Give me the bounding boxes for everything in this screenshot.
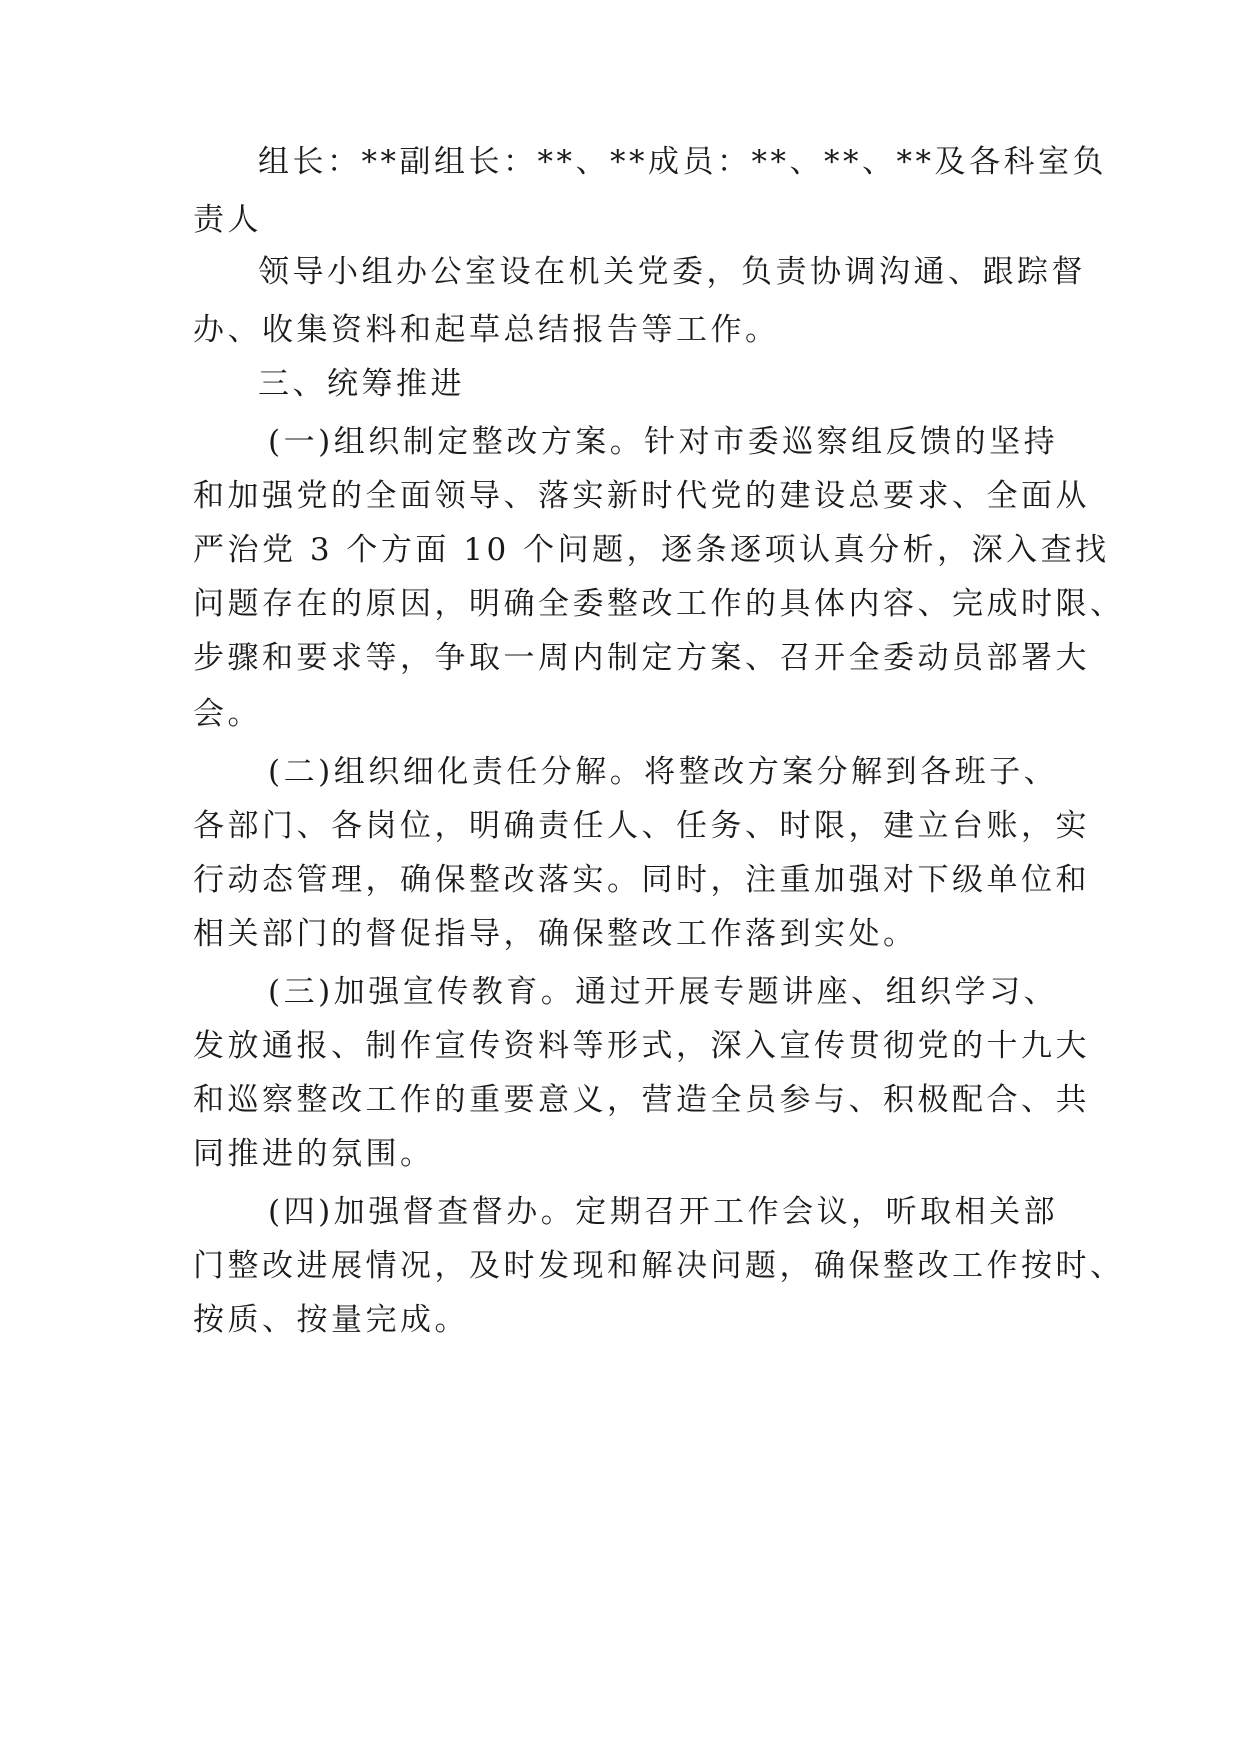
item-3-line-1: (三)加强宣传教育。通过开展专题讲座、组织学习、 — [268, 974, 1059, 1010]
item-2-line-2: 各部门、各岗位，明确责任人、任务、时限，建立台账，实 — [193, 808, 1090, 844]
item-2-line-4: 相关部门的督促指导，确保整改工作落到实处。 — [193, 916, 918, 952]
item-2-line-1: (二)组织细化责任分解。将整改方案分解到各班子、 — [268, 754, 1059, 790]
office-paragraph-line-1: 领导小组办公室设在机关党委，负责协调沟通、跟踪督 — [258, 254, 1086, 290]
item-1-line-5: 步骤和要求等，争取一周内制定方案、召开全委动员部署大 — [193, 640, 1090, 676]
item-3-line-2: 发放通报、制作宣传资料等形式，深入宣传贯彻党的十九大 — [193, 1028, 1090, 1064]
item-1-line-2: 和加强党的全面领导、落实新时代党的建设总要求、全面从 — [193, 478, 1090, 514]
item-3-line-4: 同推进的氛围。 — [193, 1136, 435, 1172]
item-1-line-1: (一)组织制定整改方案。针对市委巡察组反馈的坚持 — [268, 424, 1059, 460]
item-1-line-6: 会。 — [193, 696, 262, 732]
item-3-line-3: 和巡察整改工作的重要意义，营造全员参与、积极配合、共 — [193, 1082, 1090, 1118]
leadership-members-line-2: 责人 — [193, 202, 262, 238]
office-paragraph-line-2: 办、收集资料和起草总结报告等工作。 — [193, 312, 780, 348]
item-4-line-3: 按质、按量完成。 — [193, 1302, 469, 1338]
item-4-line-2: 门整改进展情况，及时发现和解决问题，确保整改工作按时、 — [193, 1248, 1125, 1284]
section-heading-3: 三、统筹推进 — [258, 366, 465, 402]
leadership-members-line-1: 组长：**副组长：**、**成员：**、**、**及各科室负 — [258, 144, 1107, 180]
item-1-line-3: 严治党 3 个方面 10 个问题，逐条逐项认真分析，深入查找 — [193, 532, 1110, 568]
item-4-line-1: (四)加强督查督办。定期召开工作会议，听取相关部 — [268, 1194, 1059, 1230]
item-2-line-3: 行动态管理，确保整改落实。同时，注重加强对下级单位和 — [193, 862, 1090, 898]
item-1-line-4: 问题存在的原因，明确全委整改工作的具体内容、完成时限、 — [193, 586, 1125, 622]
